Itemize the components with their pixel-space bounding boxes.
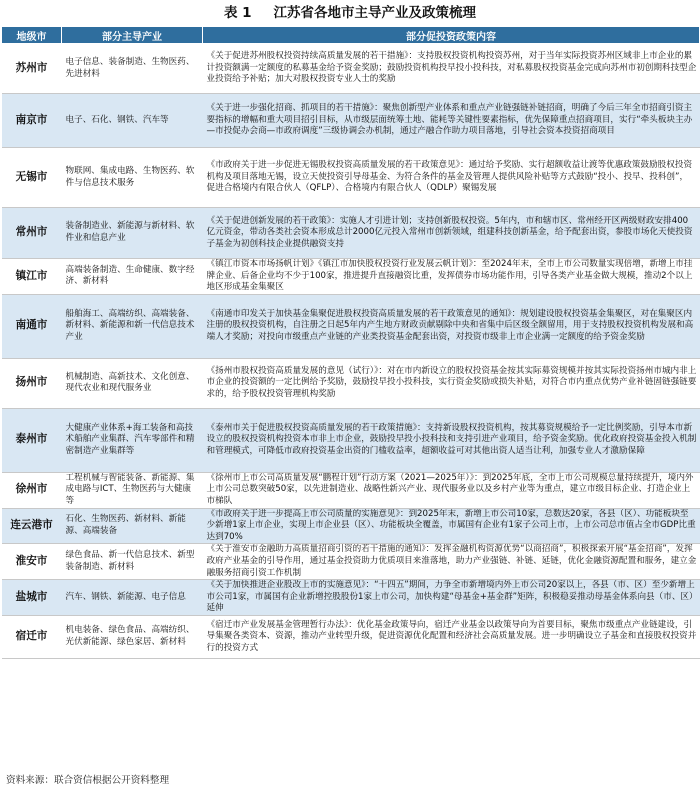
table-row (2, 294, 700, 358)
industry-cell: 大健康产业体系+海工装备和高技术船舶产业集群、汽车零部件和精密制造产业集群等 (62, 408, 203, 472)
table-body (2, 44, 700, 659)
policy-cell: 《宿迁市产业发展基金管理暂行办法》：优化基金政策导向，宿迁产业基金以政策导向为首要目标，聚焦市级重点产业链建设，引导集聚各类资本、资源，推动产业转型升级，促进资源优化配置和经济社会高质量发展。进一步明确设立子基金和直接股权投资并行的投资方式 (203, 615, 700, 658)
policy-cell: 《关于淮安市金融助力高质量招商引资的若干措施的通知》：发挥金融机构资源优势“以商招商”，积极探索开展“基金招商”，发挥政府产业基金的引导作用，通过基金投资助力优质项目来淮落地，助力产业强链、补链、延链，优化金融资源配置和服务，建立金融服务招商引资工作机制 (203, 544, 700, 580)
table-row (2, 94, 700, 148)
policy-cell: 《泰州市关于促进股权投资高质量发展的若干政策措施》：支持新设股权投资机构，按其募资规模给予一定比例奖励，引导本市新设立的股权投资机构投资本市非上市企业，鼓励投早投小投科技和支持引进产业项目，给予资金奖励。优化政府投资基金投入机制和管理模式，可降低市政府投资基金出资的门槛收益率，超额收益可对其他出资人适当让利，加强专业人才激励保障 (203, 408, 700, 472)
city-cell: 扬州市 (2, 358, 62, 408)
industry-cell: 物联网、集成电路、生物医药、软件与信息技术服务 (62, 148, 203, 208)
policy-cell: 《关于进一步强化招商、抓项目的若干措施》：聚焦创新型产业体系和重点产业链强链补链招商，明确了今后三年全市招商引资主要指标的增幅和重大项目招引目标，从市级层面统筹土地、能耗等关键性要素指标，优先保障重点招商项目，实行“牵头板块主办—市投促办会商—市政府调度”三级协调会办机制，通过产融合作助力项目落地，引导社会资本投资招商项目 (203, 94, 700, 148)
industry-cell: 船舶海工、高端纺织、高端装备、新材料、新能源和新一代信息技术产业 (62, 294, 203, 358)
table-row (2, 259, 700, 295)
industry-cell: 机械制造、高新技术、文化创意、现代农业和现代服务业 (62, 358, 203, 408)
city-cell: 镇江市 (2, 259, 62, 295)
industry-cell: 绿色食品、新一代信息技术、新型装备制造、新材料 (62, 544, 203, 580)
column-header-industry: 部分主导产业 (62, 27, 203, 44)
table-row (2, 208, 700, 259)
table-header-row (2, 27, 700, 44)
policy-cell: 《扬州市股权投资高质量发展的意见（试行）》：对在市内新设立的股权投资基金按其实际募资规模并按其实际投资扬州市城内非上市企业的投资额的一定比例给予奖励，鼓励投早投小投科技，实行资金奖励或损失补贴，对符合市内重点优势产业补链固链强链要求的，给予股权投资管理机构奖励 (203, 358, 700, 408)
table-row (2, 472, 700, 508)
column-header-city: 地级市 (2, 27, 62, 44)
table-row (2, 148, 700, 208)
table-number: 表 1 (223, 5, 252, 21)
table-row (2, 508, 700, 544)
policy-table (1, 26, 700, 659)
policy-cell: 《镇江市资本市场扬帆计划》《镇江市加快股权投资行业发展云帆计划》：至2024年末，全市上市公司数量实现倍增，新增上市挂牌企业、后备企业均不少于100家，推进提升直接融资比重，发挥债券市场功能作用，引导各类产业基金做大规模，推动2个以上地区形成基金集聚区 (203, 259, 700, 295)
policy-cell: 《关于促进创新发展的若干政策》：实施人才引进计划；支持创新股权投资。5年内，市和辖市区、常州经开区两级财政安排400亿元资金，带动各类社会资本形成总计2000亿元投入常州市创新领域，组建科技创新基金，给予配套出资，参股市场化天使投资子基金为初创科技企业提供融资支持 (203, 208, 700, 259)
industry-cell: 电子信息、装备制造、生物医药、先进材料 (62, 44, 203, 94)
table-row (2, 44, 700, 94)
city-cell: 无锡市 (2, 148, 62, 208)
column-header-policy: 部分促投资政策内容 (203, 27, 700, 44)
policy-cell: 《南通市印发关于加快基金集聚促进股权投资高质量发展的若干政策意见的通知》：规划建设股权投资基金集聚区，对在集聚区内注册的股权投资机构，自注册之日起5年内产生地方财政贡献剔除中央和省集中后区级全额留用，用于支持股权投资机构发展和高端人才奖励；对投向市级重点产业链的产业类投资基金配套出资，对投资市级非上市企业满一定额度的给予资金奖励 (203, 294, 700, 358)
city-cell: 苏州市 (2, 44, 62, 94)
table-row (2, 358, 700, 408)
industry-cell: 装备制造业、新能源与新材料、软件业和信息产业 (62, 208, 203, 259)
table-row (2, 408, 700, 472)
city-cell: 徐州市 (2, 472, 62, 508)
table-title (0, 0, 700, 26)
table-row (2, 615, 700, 658)
city-cell: 连云港市 (2, 508, 62, 544)
city-cell: 盐城市 (2, 580, 62, 616)
city-cell: 泰州市 (2, 408, 62, 472)
city-cell: 南通市 (2, 294, 62, 358)
industry-cell: 石化、生物医药、新材料、新能源、高端装备 (62, 508, 203, 544)
city-cell: 宿迁市 (2, 615, 62, 658)
policy-cell: 《市政府关于进一步促进无锡股权投资高质量发展的若干政策意见》：通过给予奖励、实行超额收益让渡等优惠政策鼓励股权投资机构及项目落地无锡，设立天使投资引导母基金、为符合条件的基金及管理人提供风险补贴等方式鼓励“投小、投早、投科创”，促进合格境内有限合伙人（QFLP）、合格境内有限合伙人（QDLP）聚锡发展 (203, 148, 700, 208)
policy-cell: 《关于加快推进企业股改上市的实施意见》：“十四五”期间，力争全市新增境内外上市公司20家以上，各县（市、区）至少新增上市公司1家，市属国有企业新增控股股份1家上市公司，加快构建“母基金+基金群”矩阵，积极稳妥推动母基金体系向县（市、区）延伸 (203, 580, 700, 616)
policy-cell: 《徐州市上市公司高质量发展“鹏程计划”行动方案（2021—2025年）》：到2025年底，全市上市公司规模总量持续提升，境内外上市公司总数突破50家，以先进制造业、战略性新兴产业、现代服务业以及乡村产业等为重点，建立市级目标企业、打造企业上市梯队 (203, 472, 700, 508)
source-note: 资料来源：联合资信根据公开资料整理 (6, 775, 170, 786)
city-cell: 淮安市 (2, 544, 62, 580)
industry-cell: 工程机械与智能装备、新能源、集成电路与ICT、生物医药与大健康等 (62, 472, 203, 508)
policy-cell: 《市政府关于进一步提高上市公司质量的实施意见》：到2025年末，新增上市公司10家，总数达20家，各县（区）、功能板块至少新增1家上市企业，实现上市企业县（区）、功能板块全覆盖，市属国有企业有1家子公司上市，上市公司总市值占全市GDP比重达到70% (203, 508, 700, 544)
policy-cell: 《关于促进苏州股权投资持续高质量发展的若干措施》：支持股权投资机构投资苏州，对于当年实际投资苏州区域非上市企业的累计投资额满一定额度的私募基金给予资金奖励；鼓励投资机构投早投小投科技，对私募股权投资基金完成向苏州市初创期科技型企业投资给予补贴；加大对股权投资专业人士的奖励 (203, 44, 700, 94)
industry-cell: 机电装备、绿色食品、高端纺织、光伏新能源、绿色家居、新材料 (62, 615, 203, 658)
industry-cell: 高端装备制造、生命健康、数字经济、新材料 (62, 259, 203, 295)
industry-cell: 汽车、钢铁、新能源、电子信息 (62, 580, 203, 616)
table-row (2, 580, 700, 616)
table-row (2, 544, 700, 580)
city-cell: 南京市 (2, 94, 62, 148)
table-title-text: 江苏省各地市主导产业及政策梳理 (273, 5, 477, 21)
city-cell: 常州市 (2, 208, 62, 259)
industry-cell: 电子、石化、钢铁、汽车等 (62, 94, 203, 148)
